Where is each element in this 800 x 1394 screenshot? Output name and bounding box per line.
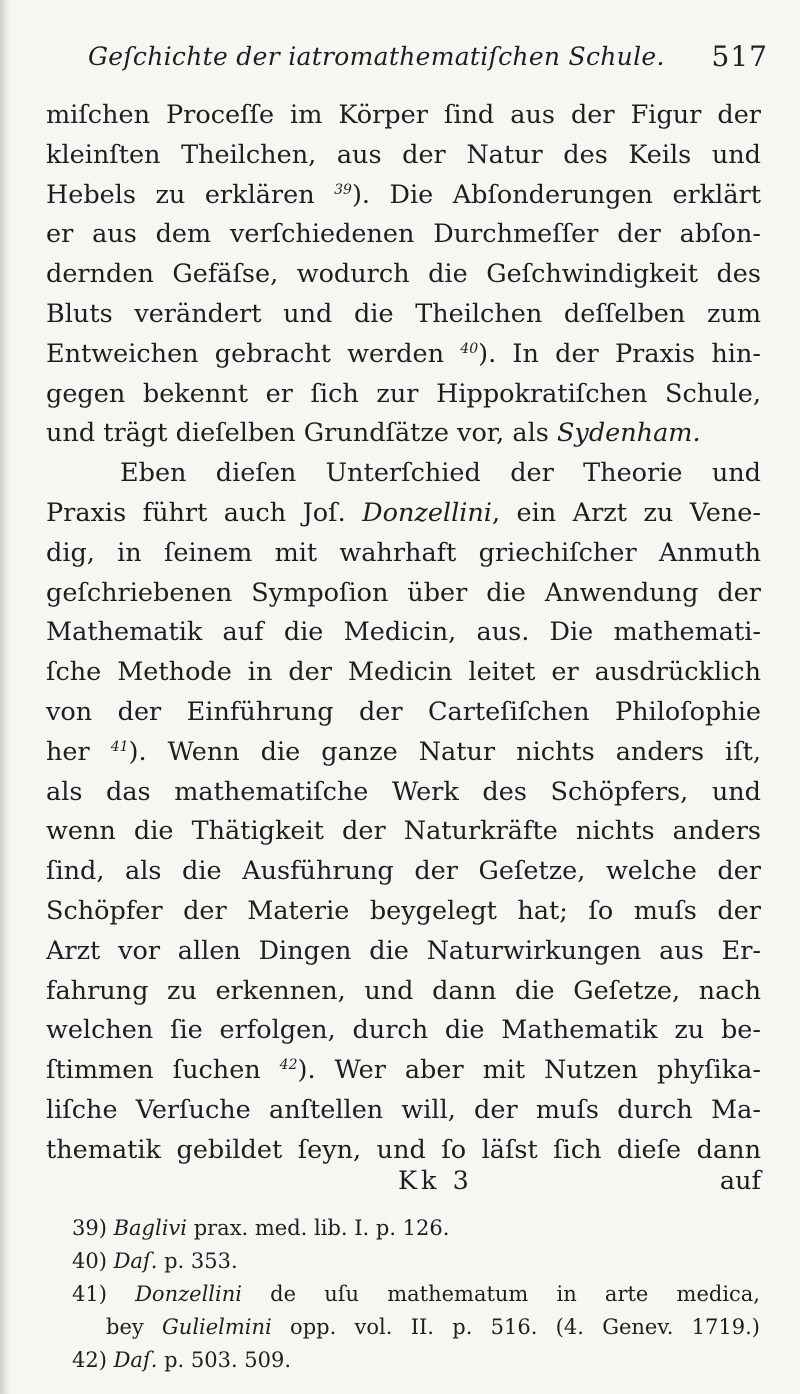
text-run: opp. vol. II. p. 516. (4. Genev. 1719.) <box>271 1315 760 1339</box>
text-run: thematik gebildet ſeyn, und ſo läſst ſich dieſe dann <box>46 1134 761 1165</box>
text-run: geſchriebenen Sympoſion über die Anwendung der <box>46 577 761 608</box>
running-head: Geſchichte der iatromathematiſchen Schule. <box>88 42 665 71</box>
text-run: p. 353. <box>157 1249 238 1273</box>
text-run: welchen ſie erfolgen, durch die Mathematik zu be- <box>46 1015 761 1046</box>
text-line <box>46 1131 761 1171</box>
text-run: fahrung zu erkennen, und dann die Geſetze, nach <box>46 975 761 1006</box>
footnote-ref: 40 <box>460 340 479 357</box>
text-run: ). Wenn die ganze Natur nichts anders iſt, <box>128 736 761 767</box>
text-line <box>46 454 761 494</box>
text-line <box>46 295 761 335</box>
italic-text: Donzellini <box>362 497 492 528</box>
text-run: als das mathematiſche Werk des Schöpfers, und <box>46 776 761 807</box>
text-line <box>46 613 761 653</box>
italic-text: Gulielmini <box>162 1315 272 1339</box>
text-run: ſtimmen ſuchen <box>46 1055 280 1086</box>
text-run: 40) <box>72 1249 114 1273</box>
text-line <box>46 176 761 216</box>
text-run: Mathematik auf die Medicin, aus. Die mathemati- <box>46 617 761 648</box>
footnotes <box>72 1212 760 1377</box>
text-run: Arzt vor allen Dingen die Naturwirkungen aus Er- <box>46 935 761 966</box>
footnote-line <box>72 1245 760 1278</box>
italic-text: Daſ. <box>113 1348 158 1372</box>
text-line <box>46 1091 761 1131</box>
catchword: auf <box>719 1166 761 1196</box>
text-run: ). In der Praxis hin- <box>478 338 761 369</box>
text-run: 41) <box>72 1282 136 1306</box>
text-run: 42) <box>72 1348 114 1372</box>
text-run: Praxis führt auch Joſ. <box>46 497 363 528</box>
text-line <box>46 375 761 415</box>
footnote-ref: 39 <box>334 181 352 198</box>
text-run: kleinſten Theilchen, aus der Natur des Keils und <box>46 139 761 170</box>
page-number: 517 <box>711 40 768 73</box>
text-run: ſche Methode in der Medicin leitet er ausdrücklich <box>46 657 761 688</box>
text-run: liſche Verſuche anſtellen will, der muſs durch Ma- <box>46 1094 761 1125</box>
text-run: Hebels zu erklären <box>46 179 335 210</box>
footnote-ref: 42 <box>279 1057 298 1074</box>
text-run: p. 503. 509. <box>157 1348 292 1372</box>
text-run: gegen bekennt er ſich zur Hippokratiſchen Schule, <box>46 378 761 409</box>
footnote-line <box>72 1311 760 1344</box>
text-run: Bluts verändert und die Theilchen deſſelben zum <box>46 298 761 329</box>
text-line <box>46 1011 761 1051</box>
text-line <box>46 255 761 295</box>
footnote-ref: 41 <box>110 738 129 755</box>
scan-edge <box>0 0 10 1394</box>
text-run: ). Wer aber mit Nutzen phyſika- <box>297 1055 761 1086</box>
body-text <box>46 96 761 1171</box>
text-line <box>46 892 761 932</box>
text-line <box>46 773 761 813</box>
text-run: her <box>46 736 111 767</box>
text-line <box>46 494 761 534</box>
text-run: de uſu mathematum in arte medica, <box>241 1282 760 1306</box>
text-line <box>46 136 761 176</box>
text-line <box>46 653 761 693</box>
text-line <box>46 693 761 733</box>
text-run: , ein Arzt zu Vene- <box>491 497 761 528</box>
text-run: bey <box>106 1315 163 1339</box>
text-run: Entweichen gebracht werden <box>46 338 461 369</box>
signature-line <box>46 1166 761 1202</box>
italic-text: Sydenham. <box>556 418 701 449</box>
text-line <box>46 733 761 773</box>
page-header <box>88 42 768 86</box>
text-line <box>46 932 761 972</box>
text-run: ). Die Abſonderungen erklärt <box>351 179 761 210</box>
italic-text: Donzellini <box>135 1282 242 1306</box>
text-line <box>46 534 761 574</box>
signature-mark: Kk 3 <box>398 1166 473 1196</box>
text-run: dig, in ſeinem mit wahrhaft griechiſcher Anmuth <box>46 537 761 568</box>
italic-text: Daſ. <box>113 1249 158 1273</box>
footnote-line <box>72 1278 760 1311</box>
text-run: prax. med. lib. I. p. 126. <box>187 1216 450 1240</box>
text-run: 39) <box>72 1216 114 1240</box>
text-line <box>46 972 761 1012</box>
text-line <box>46 1051 761 1091</box>
text-run: Schöpfer der Materie beygelegt hat; ſo muſs der <box>46 895 761 926</box>
text-run: er aus dem verſchiedenen Durchmeſſer der abſon- <box>46 219 761 250</box>
text-run: miſchen Proceſſe im Körper ſind aus der Figur der <box>46 100 761 130</box>
footnote-line <box>72 1212 760 1245</box>
italic-text: Baglivi <box>113 1216 188 1240</box>
text-run: von der Einführung der Carteſiſchen Philoſophie <box>46 696 761 727</box>
text-run: Eben dieſen Unterſchied der Theorie und <box>120 458 761 489</box>
text-line <box>46 335 761 375</box>
text-line <box>46 215 761 255</box>
footnote-line <box>72 1344 760 1377</box>
text-run: dernden Gefäſse, wodurch die Geſchwindigkeit des <box>46 259 761 290</box>
text-line <box>46 812 761 852</box>
text-line <box>46 574 761 614</box>
text-run: ſind, als die Ausführung der Geſetze, welche der <box>46 856 761 887</box>
text-run: wenn die Thätigkeit der Naturkräfte nichts anders <box>46 816 761 847</box>
text-line <box>46 852 761 892</box>
text-line <box>46 96 761 136</box>
text-run: und trägt dieſelben Grundſätze vor, als <box>46 418 557 449</box>
text-line <box>46 414 761 454</box>
